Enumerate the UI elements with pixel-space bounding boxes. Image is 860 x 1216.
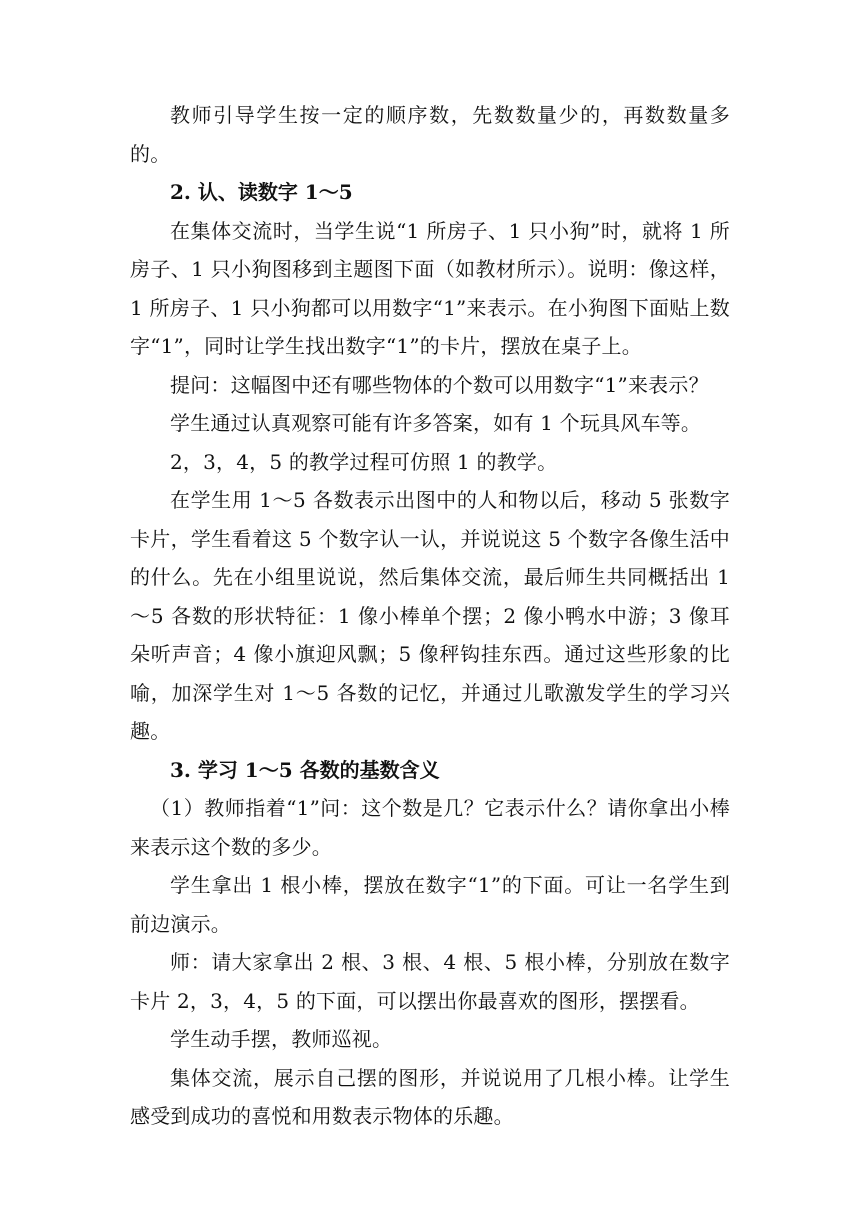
section-heading-read-digits: 2. 认、读数字 1～5 xyxy=(170,180,353,204)
paragraph-counting-order: 教师引导学生按一定的顺序数，先数数量少的，再数数量多的。 xyxy=(130,103,730,166)
section-heading-cardinal-meaning: 3. 学习 1～5 各数的基数含义 xyxy=(170,757,440,782)
paragraph-teacher-instruction: 师：请大家拿出 2 根、3 根、4 根、5 根小棒，分别放在数字卡片 2，3，4，5 的下面，可以摆出你最喜欢的图形，摆摆看。 xyxy=(130,950,730,1013)
paragraph-collective-exchange: 集体交流，展示自己摆的图形，并说说用了几根小棒。让学生感受到成功的喜悦和用数表示物体的乐趣。 xyxy=(130,1065,730,1128)
paragraph-student-hands-on: 学生动手摆，教师巡视。 xyxy=(170,1027,393,1051)
paragraph-student-sticks: 学生拿出 1 根小棒，摆放在数字“1”的下面。可让一名学生到前边演示。 xyxy=(130,873,730,936)
document-page xyxy=(130,96,730,1136)
paragraph-teaching-process: 2，3，4，5 的教学过程可仿照 1 的教学。 xyxy=(170,449,558,474)
paragraph-question: 提问：这幅图中还有哪些物体的个数可以用数字“1”来表示？ xyxy=(170,372,709,397)
paragraph-shape-features: 在学生用 1～5 各数表示出图中的人和物以后，移动 5 张数字卡片，学生看着这 5 个数字认一认，并说说这 5 个数字各像生活中的什么。先在小组里说说，然后集体交流，最后师生共同概括出 1～5 各数的形状特征：1 像小棒单个摆；2 像小鸭水中游；3 像耳朵听声音；4 像小旗迎风飘；5 像秤钩挂东西。通过这些形象的比喻，加深学生对 1～5 各数的记忆，并通过儿歌激发学生的学习兴趣。 xyxy=(130,488,730,743)
paragraph-teacher-points: （1）教师指着“1”问：这个数是几？它表示什么？请你拿出小棒来表示这个数的多少。 xyxy=(130,796,730,859)
paragraph-observation: 学生通过认真观察可能有许多答案，如有 1 个玩具风车等。 xyxy=(170,411,702,435)
paragraph-group-exchange: 在集体交流时，当学生说“1 所房子、1 只小狗”时，就将 1 所房子、1 只小狗图移到主题图下面（如教材所示）。说明：像这样，1 所房子、1 只小狗都可以用数字“1”来表示。在小狗图下面贴上数字“1”，同时让学生找出数字“1”的卡片，摆放在桌子上。 xyxy=(130,218,730,358)
